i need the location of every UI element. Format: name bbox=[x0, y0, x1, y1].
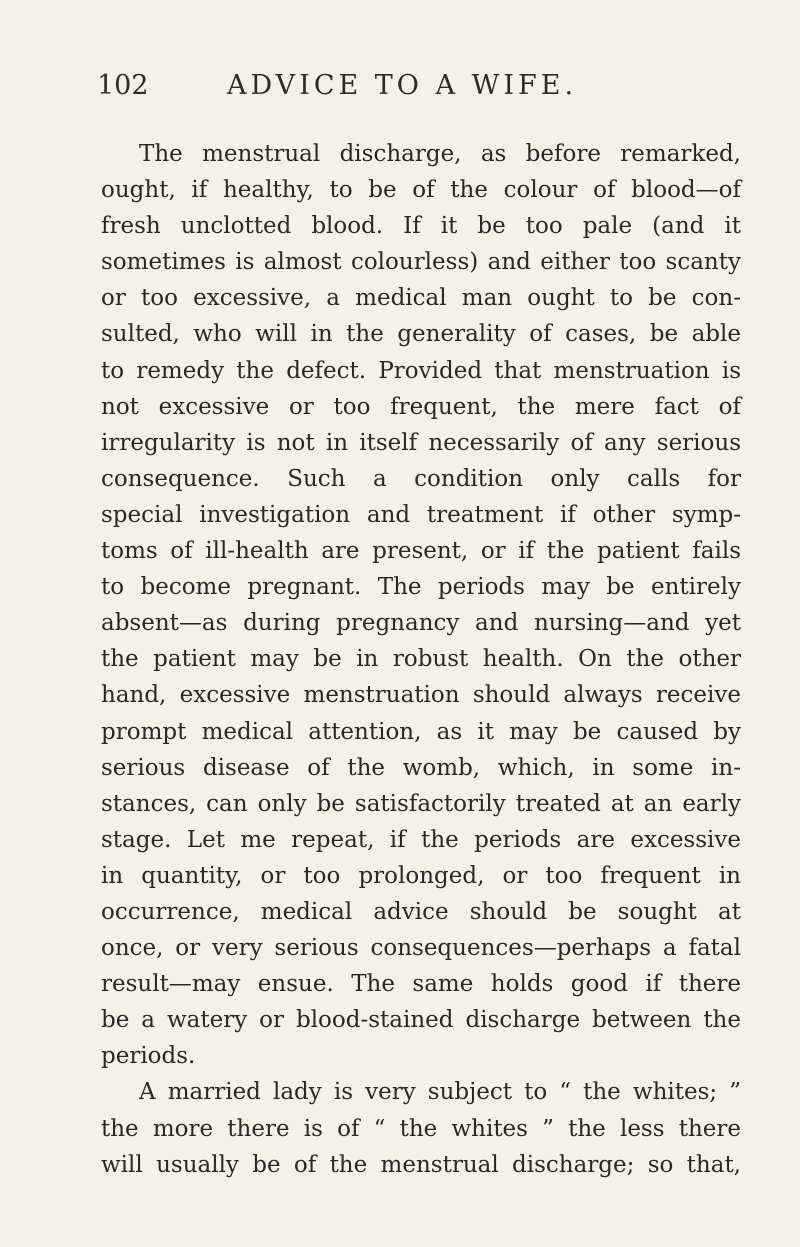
text-line: result—may ensue. The same holds good if there bbox=[101, 971, 741, 998]
body-text bbox=[101, 136, 741, 1183]
text-line: fresh unclotted blood. If it be too pale (and it bbox=[101, 213, 741, 240]
text-line: special investigation and treatment if other symp- bbox=[101, 501, 741, 528]
paragraph-1 bbox=[101, 136, 741, 1074]
text-line: toms of ill-health are present, or if the patient fails bbox=[101, 538, 741, 565]
running-head: ADVICE TO A WIFE. bbox=[227, 70, 578, 101]
text-line: absent—as during pregnancy and nursing—and yet bbox=[101, 610, 741, 637]
text-line: occurrence, medical advice should be sought at bbox=[101, 898, 741, 925]
text-line: irregularity is not in itself necessarily of any serious bbox=[101, 429, 741, 456]
text-line: in quantity, or too prolonged, or too frequent in bbox=[101, 862, 741, 889]
text-line: the more there is of “ the whites ” the less there bbox=[101, 1115, 741, 1142]
text-line: periods. bbox=[101, 1043, 196, 1070]
text-line: consequence. Such a condition only calls for bbox=[101, 465, 741, 492]
text-line: prompt medical attention, as it may be caused by bbox=[101, 718, 741, 745]
text-line: stances, can only be satisfactorily treated at an early bbox=[101, 790, 741, 817]
text-line: stage. Let me repeat, if the periods are excessive bbox=[101, 826, 741, 853]
page-number: 102 bbox=[97, 70, 149, 101]
text-line: hand, excessive menstruation should always receive bbox=[101, 682, 741, 709]
page-header bbox=[97, 70, 717, 110]
text-line: the patient may be in robust health. On the other bbox=[101, 646, 741, 673]
text-line: The menstrual discharge, as before remarked, bbox=[139, 141, 741, 167]
text-line: not excessive or too frequent, the mere fact of bbox=[101, 393, 741, 420]
text-line: be a watery or blood-stained discharge between the bbox=[101, 1007, 741, 1034]
text-line: sometimes is almost colourless) and either too scanty bbox=[101, 249, 741, 276]
text-line: to remedy the defect. Provided that menstruation is bbox=[101, 357, 741, 384]
text-line: will usually be of the menstrual discharge; so that, bbox=[101, 1151, 741, 1178]
text-line: serious disease of the womb, which, in some in- bbox=[101, 754, 741, 781]
text-line: A married lady is very subject to “ the whites; ” bbox=[139, 1079, 741, 1106]
text-line: or too excessive, a medical man ought to be con- bbox=[101, 285, 741, 312]
text-line: to become pregnant. The periods may be entirely bbox=[101, 574, 741, 601]
paragraph-2 bbox=[101, 1074, 741, 1182]
text-line: ought, if healthy, to be of the colour of blood—of bbox=[101, 177, 741, 204]
text-line: sulted, who will in the generality of cases, be able bbox=[101, 321, 741, 348]
text-line: once, or very serious consequences—perhaps a fatal bbox=[101, 935, 741, 962]
